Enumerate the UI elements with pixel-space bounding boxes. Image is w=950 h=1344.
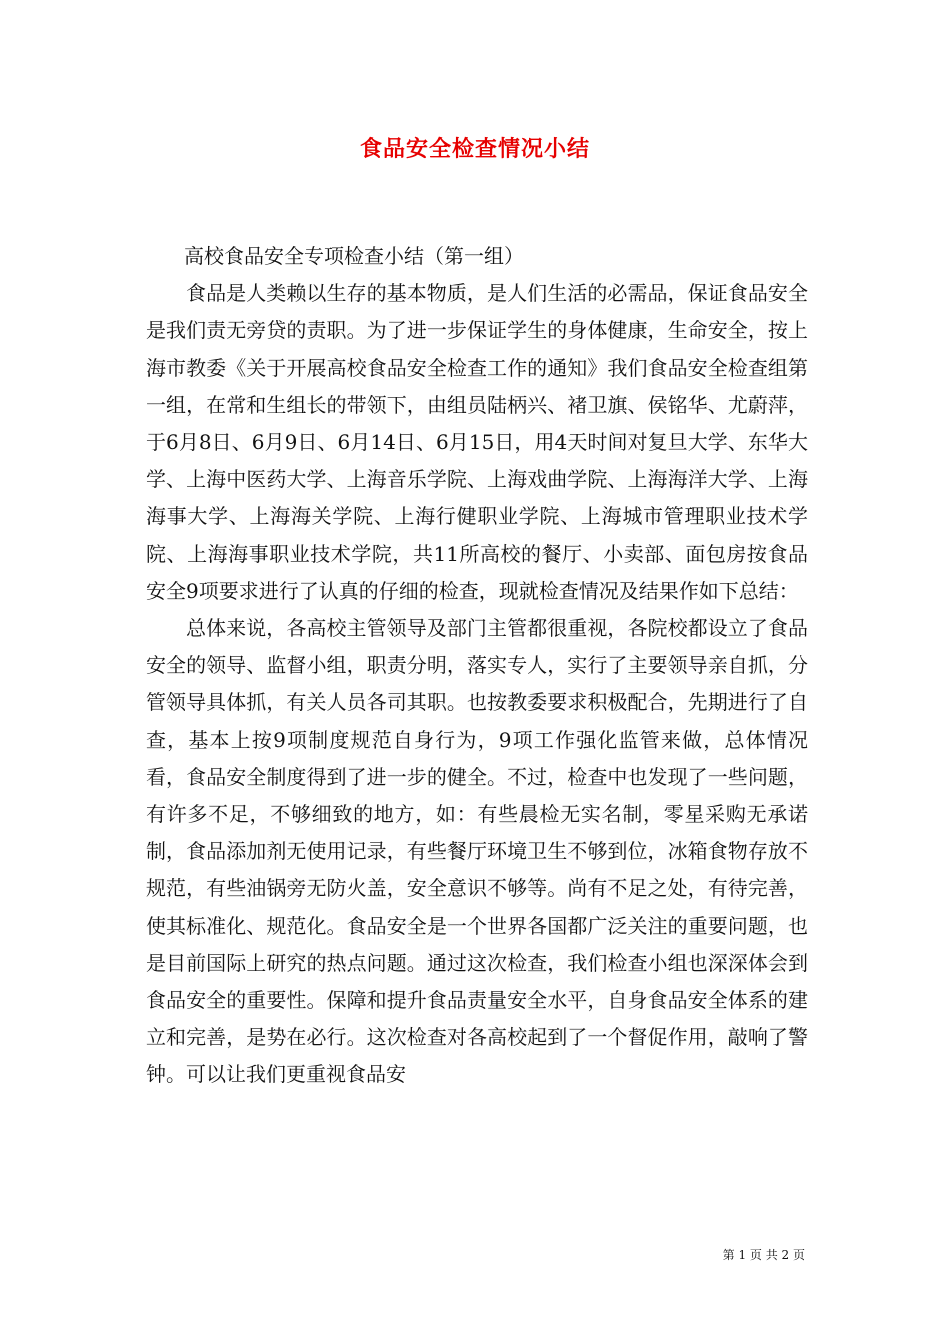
- document-title: 食品安全检查情况小结: [359, 136, 590, 162]
- paragraph-intro: 食品是人类赖以生存的基本物质，是人们生活的必需品，保证食品安全是我们责无旁贷的责职。为了进一步保证学生的身体健康，生命安全，按上海市教委《关于开展高校食品安全检查工作的通知》我们食品安全检查组第一组，在常和生组长的带领下，由组员陆柄兴、褚卫旗、侯铭华、尤蔚萍，于6月8日、6月9日、6月14日、6月15日，用4天时间对复旦大学、东华大学、上海中医药大学、上海音乐学院、上海戏曲学院、上海海洋大学、上海海事大学、上海海关学院、上海行健职业学院、上海城市管理职业技术学院、上海海事职业技术学院，共11所高校的餐厅、小卖部、面包房按食品安全9项要求进行了认真的仔细的检查，现就检查情况及结果作如下总结：: [146, 281, 808, 603]
- page-number-footer: 第 1 页 共 2 页: [722, 1248, 805, 1262]
- document-subtitle: 高校食品安全专项检查小结（第一组）: [184, 244, 524, 268]
- document-body: [146, 238, 808, 1094]
- paragraph-summary: 总体来说，各高校主管领导及部门主管都很重视，各院校都设立了食品安全的领导、监督小组，职责分明，落实专人，实行了主要领导亲自抓，分管领导具体抓，有关人员各司其职。也按教委要求积极配合，先期进行了自查，基本上按9项制度规范自身行为，9项工作强化监管来做，总体情况看，食品安全制度得到了进一步的健全。不过，检查中也发现了一些问题，有许多不足，不够细致的地方，如：有些晨检无实名制，零星采购无承诺制，食品添加剂无使用记录，有些餐厅环境卫生不够到位，冰箱食物存放不规范，有些油锅旁无防火盖，安全意识不够等。尚有不足之处，有待完善，使其标准化、规范化。食品安全是一个世界各国都广泛关注的重要问题，也是目前国际上研究的热点问题。通过这次检查，我们检查小组也深深体会到食品安全的重要性。保障和提升食品责量安全水平，自身食品安全体系的建立和完善，是势在必行。这次检查对各高校起到了一个督促作用，敲响了警钟。可以让我们更重视食品安: [146, 616, 808, 1087]
